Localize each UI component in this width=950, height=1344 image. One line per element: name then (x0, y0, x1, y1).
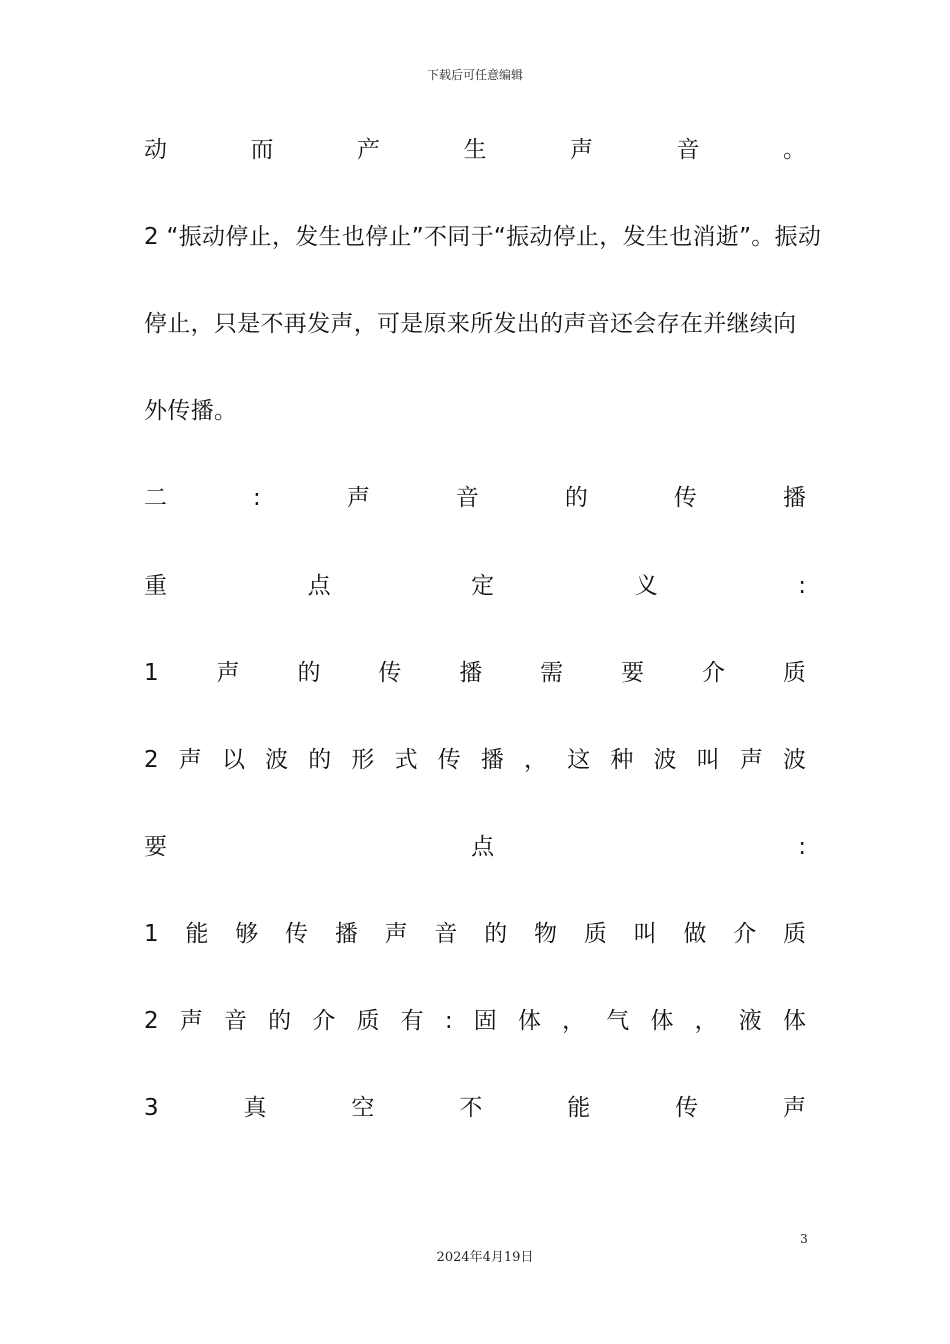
line-char: 固 (473, 1008, 497, 1034)
line-char: : (798, 573, 806, 599)
line-char: ， (694, 1008, 718, 1034)
line-char: ， (524, 747, 548, 773)
line-char: 声 (178, 747, 202, 773)
line-char: 传 (675, 1095, 699, 1121)
line-char: 够 (235, 921, 259, 947)
line-char: 义 (634, 573, 658, 599)
line-char: 这 (567, 747, 591, 773)
line-char: 重 (144, 573, 167, 599)
line-char: 介 (312, 1008, 336, 1034)
line-char: 1 (144, 921, 159, 947)
line-char: 能 (567, 1095, 591, 1121)
line-char: 叫 (633, 921, 657, 947)
line-char: 音 (434, 921, 458, 947)
line-char: 做 (683, 921, 707, 947)
page-header: 下载后可任意编辑 (426, 68, 523, 82)
footer-date: 2024年4月19日 (436, 1250, 534, 1265)
line-char: 体 (517, 1008, 541, 1034)
line-char: 质 (782, 660, 806, 686)
line-char: 种 (610, 747, 634, 773)
text-line (144, 656, 806, 690)
line-char: 介 (701, 660, 725, 686)
line-char: 1 (144, 660, 159, 686)
text-line (144, 1091, 806, 1125)
page-number: 3 (800, 1232, 808, 1246)
line-char: 波 (265, 747, 289, 773)
line-char: 真 (243, 1095, 267, 1121)
line-char: 定 (471, 573, 495, 599)
line-char: 声 (216, 660, 240, 686)
line-char: 声 (384, 921, 408, 947)
line-char: 形 (351, 747, 375, 773)
line-char: 空 (351, 1095, 375, 1121)
line-char: 体 (650, 1008, 674, 1034)
line-char: 要 (144, 834, 167, 860)
line-char: 传 (285, 921, 309, 947)
line-char: 要 (621, 660, 645, 686)
line-char: 波 (782, 747, 806, 773)
line-char: 音 (676, 137, 700, 163)
line-char: 音 (455, 485, 479, 511)
line-char: 传 (437, 747, 461, 773)
line-char: 3 (144, 1095, 159, 1121)
line-char: 而 (250, 137, 274, 163)
line-char: 以 (221, 747, 245, 773)
line-char: 叫 (696, 747, 720, 773)
line-char: 2 (144, 1008, 159, 1034)
text-line (144, 743, 806, 777)
line-char: : (798, 834, 806, 860)
line-char: ， (562, 1008, 586, 1034)
text-line (144, 220, 822, 254)
line-char: 播 (480, 747, 504, 773)
line-char: 声 (570, 137, 593, 163)
text-line (144, 394, 806, 428)
line-char: 传 (378, 660, 402, 686)
text-line (144, 917, 806, 951)
line-char: 点 (307, 573, 331, 599)
text-line (144, 1004, 806, 1038)
line-char: 播 (782, 485, 806, 511)
text-line (144, 133, 806, 167)
line-char: 的 (308, 747, 332, 773)
line-text: 外传播。 (144, 398, 238, 424)
line-char: 需 (540, 660, 564, 686)
line-char: 波 (653, 747, 677, 773)
line-char: 的 (484, 921, 508, 947)
line-char: 体 (782, 1008, 806, 1034)
line-char: 播 (334, 921, 358, 947)
line-char: 播 (459, 660, 483, 686)
line-text: 2 “振动停止，发生也停止”不同于“振动停止，发生也消逝”。振动 (144, 224, 822, 250)
line-char: 产 (357, 137, 380, 163)
text-line (144, 569, 806, 603)
line-char: 生 (463, 137, 487, 163)
line-text: 停止，只是不再发声，可是原来所发出的声音还会存在并继续向 (144, 311, 797, 337)
line-char: 。 (783, 137, 806, 163)
line-char: 声 (179, 1008, 203, 1034)
line-char: 点 (471, 834, 495, 860)
line-char: 动 (144, 137, 167, 163)
line-char: 声 (739, 747, 763, 773)
text-line (144, 830, 806, 864)
line-char: 音 (223, 1008, 247, 1034)
line-char: 液 (738, 1008, 762, 1034)
text-line (144, 481, 806, 515)
text-line (144, 307, 806, 341)
line-char: 的 (297, 660, 321, 686)
line-char: 介 (733, 921, 757, 947)
line-char: 不 (459, 1095, 483, 1121)
line-char: 质 (783, 921, 806, 947)
line-char: 声 (782, 1095, 806, 1121)
line-char: 物 (534, 921, 558, 947)
line-char: 二 (144, 485, 167, 511)
line-char: 的 (564, 485, 588, 511)
line-char: 质 (356, 1008, 380, 1034)
line-char: : (444, 1008, 453, 1034)
line-char: 2 (144, 747, 159, 773)
line-char: 声 (346, 485, 370, 511)
line-char: 的 (268, 1008, 292, 1034)
line-char: 气 (606, 1008, 630, 1034)
line-char: : (253, 485, 261, 511)
line-char: 有 (400, 1008, 424, 1034)
line-char: 式 (394, 747, 418, 773)
line-char: 传 (673, 485, 697, 511)
line-char: 能 (185, 921, 209, 947)
line-char: 质 (583, 921, 607, 947)
